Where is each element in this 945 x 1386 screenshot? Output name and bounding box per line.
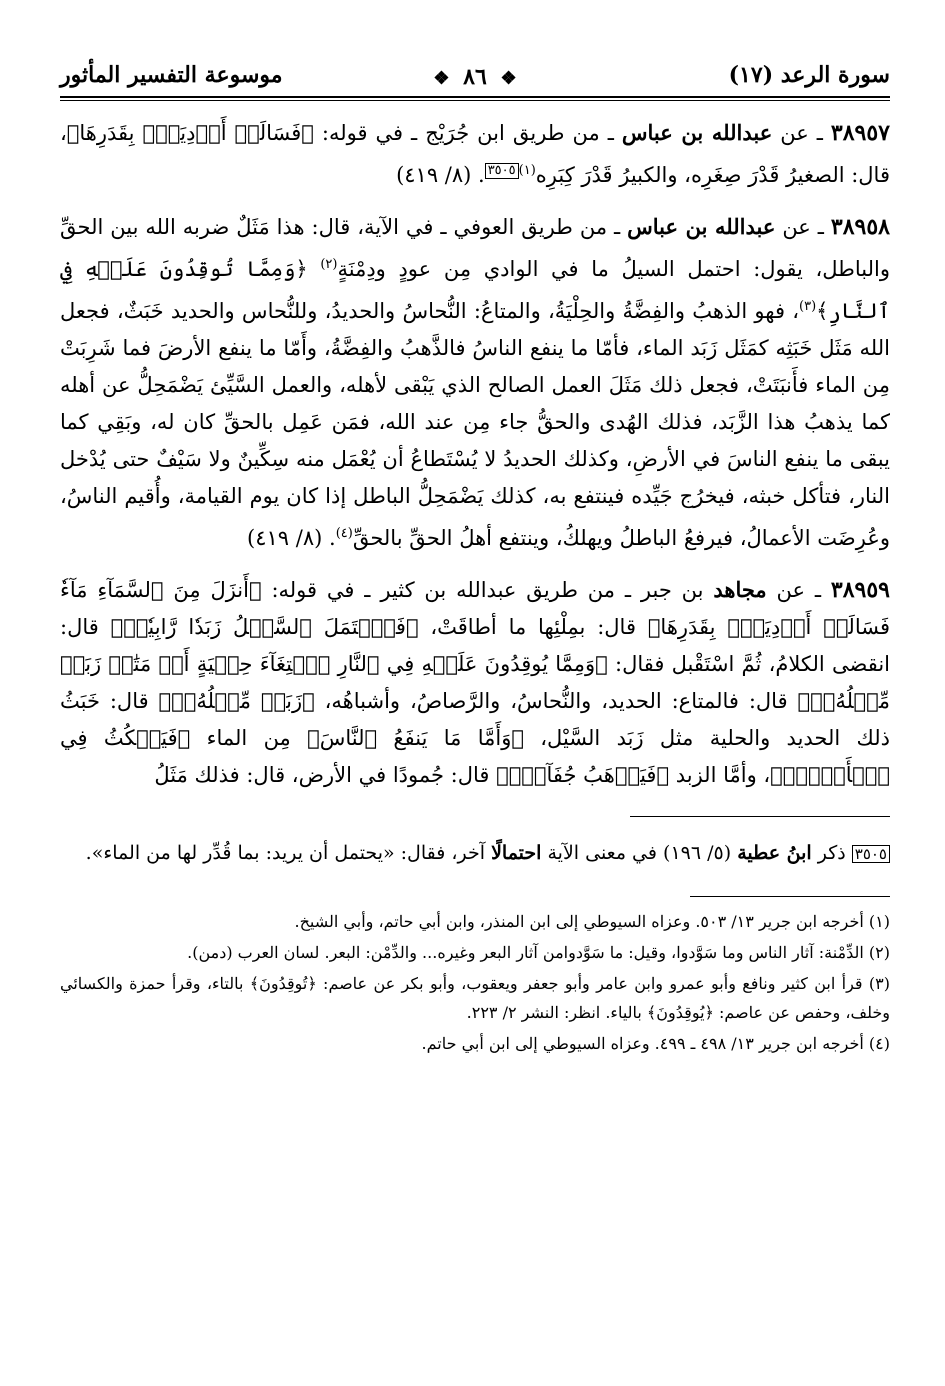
volume-ref: . (٨/ ٤١٩) — [247, 526, 336, 550]
commentary-note — [60, 836, 890, 870]
entry — [60, 208, 890, 557]
entry-text: ـ من طريق ابن جُرَيْج ـ في قوله: ﴿فَسَالَتۡ أَوۡدِيَةُۢ بِقَدَرِهَا﴾، قال: الصغيرُ قَدْرَ صِغَرِه، والكبيرُ قَدْرَ كِبَرِه — [60, 121, 890, 187]
entry-number: ٣٨٩٥٨ — [830, 214, 890, 240]
footnote-mark: (١) — [518, 163, 536, 178]
note-text: ذكر — [811, 842, 852, 864]
entry-number: ٣٨٩٥٩ — [830, 577, 890, 603]
page-number-value: ٨٦ — [463, 64, 487, 90]
cross-ref-box: ٣٥٠٥ — [485, 163, 519, 179]
note-text: آخر، فقال: «يحتمل أن يريد: بما قُدِّر لها من الماء». — [85, 842, 492, 864]
page-number — [427, 64, 522, 90]
entry-text: ـ عن — [766, 578, 831, 602]
note-emphasis: احتمالًا — [491, 842, 542, 864]
ornament-icon: ❖ — [433, 68, 450, 89]
volume-ref: . (٨/ ٤١٩) — [396, 163, 485, 187]
footnote: (١) أخرجه ابن جرير ١٣/ ٥٠٣. وعزاه السيوطي إلى ابن المنذر، وابن أبي حاتم، وأبي الشيخ. — [294, 912, 890, 931]
entry-text: بن جبر ـ من طريق عبدالله بن كثير ـ في قوله: ﴿أَنزَلَ مِنَ ٱلسَّمَآءِ مَآءٗ فَسَالَتۡ أَوۡدِيَةُۢ بِقَدَرِهَا﴾ قال: بمِلْئِها ما أطاقَتْ، ﴿فَٱحۡتَمَلَ ٱلسَّيۡلُ زَبَدٗا رَّابِيٗاۚ﴾ قال: انقضى الكلامُ، ثُمَّ اسْتَقْبل فقال: ﴿وَمِمَّا يُوقِدُونَ عَلَيۡهِ فِي ٱلنَّارِ ٱبۡتِغَآءَ حِلۡيَةٍ أَوۡ مَتَٰعٖ زَبَدٞ مِّثۡلُهُۥۚ﴾ قال: فالمتاع: الحديد، والنُّحاسُ، والرَّصاصُ، وأشباهُه، ﴿زَبَدٞ مِّثۡلُهُۥۚ﴾ قال: خَبَثُ ذلك الحديد والحلية مثل زَبَد السَّيْل، ﴿وَأَمَّا مَا يَنفَعُ ٱلنَّاسَ﴾ مِن الماء ﴿فَيَمۡكُثُ فِي ٱلۡأَرۡضِۚ﴾، وأمَّا الزبد ﴿فَيَذۡهَبُ جُفَآءٗۖ﴾ قال: جُمودًا في الأرض، قال: فذلك مَثَلُ — [60, 578, 890, 787]
narrator-name: عبدالله بن عباس — [627, 214, 776, 239]
entry — [60, 571, 890, 794]
entry — [60, 114, 890, 194]
page-header — [60, 60, 890, 104]
narrator-name: مجاهد — [713, 577, 767, 602]
narrator-name: عبدالله بن عباس — [621, 120, 773, 145]
entry-text: ـ عن — [775, 215, 831, 239]
footnote-mark: (٤) — [335, 526, 353, 541]
entry-number: ٣٨٩٥٧ — [830, 120, 890, 146]
page — [60, 60, 890, 1060]
footnote: (٢) الدِّمْنة: آثار الناس وما سَوَّدوا، وقيل: ما سَوَّدوامن آثار البعر وغيره... والدِّمْن: البعر. لسان العرب (دمن). — [187, 943, 890, 962]
book-title: موسوعة التفسير المأثور — [60, 62, 283, 88]
cross-ref-box: ٣٥٠٥ — [852, 845, 890, 863]
footnote: (٣) قرأ ابن كثير ونافع وأبو عمرو وابن عامر وأبو جعفر ويعقوب، وأبو بكر عن عاصم: ﴿تُوقِدُونَ﴾ بالتاء، وقرأ حمزة والكسائي وخلف، وحفص عن عاصم: ﴿يُوقِدُونَ﴾ بالياء. انظر: النشر ٢/ ٢٢٣. — [60, 974, 890, 1022]
footnote: (٤) أخرجه ابن جرير ١٣/ ٤٩٨ ـ ٤٩٩. وعزاه السيوطي إلى ابن أبي حاتم. — [421, 1034, 890, 1053]
note-separator — [630, 816, 890, 817]
surah-title: سورة الرعد (١٧) — [728, 62, 890, 88]
footnote-separator — [690, 896, 890, 897]
entry-text: ، فهو الذهبُ والفِضَّةُ والحِلْيَةُ، والمتاعُ: النُّحاسُ والحديدُ، وللنُّحاس والحديد خَبَثٌ، فجعل الله مَثَل خَبَثِه كمَثَل زَبَد الماء، فأمّا ما ينفع الناسُ فالذَّهبُ والفِضَّةُ، وأَمّا ما ينفع الأرضَ فما شَرِبَتْ مِن الماء فأَنبَتَتْ، فجعل ذلك مَثَلَ العمل الصالح الذي يَبْقى لأهله، والعمل السَّيِّئ يَضْمَحِلُّ عن أهله كما يذهبُ هذا الزَّبَد، فذلك الهُدى والحقُّ جاء مِن عند الله، فمَن عَمِل بالحقِّ كان له، وبَقِي كما يبقى ما ينفع الناسَ في الأرضِ، وكذلك الحديدُ لا يُسْتَطاعُ أن يُعْمَل منه سِكِّينٌ ولا سَيْفٌ حتى يُدْخل النار، فتأكل خبثه، فيخرُج جَيِّده فينتفع به، كذلك يَضْمَحِلُّ الباطل إذا كان يوم القيامة، وأُقيم الناسُ، وعُرِضَت الأعمالُ، فيرفعُ الباطلُ ويهلكُ، وينتفع أهلُ الحقِّ بالحقِّ — [60, 299, 890, 550]
entry-text: ـ من طريق العوفي ـ في الآية، قال: هذا مَثَلٌ ضربه الله بين الحقِّ والباطل، يقول: احتمل السيلُ ما في الوادي مِن عودٍ ودِمْنَةٍ — [60, 215, 890, 281]
footnote-mark: (٢) — [320, 257, 338, 272]
entry-text: ـ عن — [772, 121, 831, 145]
footnote-mark: (٣) — [799, 299, 817, 314]
header-rule — [60, 96, 890, 98]
ornament-icon: ❖ — [500, 68, 517, 89]
header-rule-thin — [60, 100, 890, 101]
scholar-name: ابنُ عطية — [737, 842, 812, 864]
note-text: (٥/ ١٩٦) في معنى الآية — [541, 842, 738, 864]
quran-quote: ﴿وَمِمَّا تُوقِدُونَ عَلَيۡهِ فِي ٱلنَّارِ﴾ — [60, 257, 890, 323]
